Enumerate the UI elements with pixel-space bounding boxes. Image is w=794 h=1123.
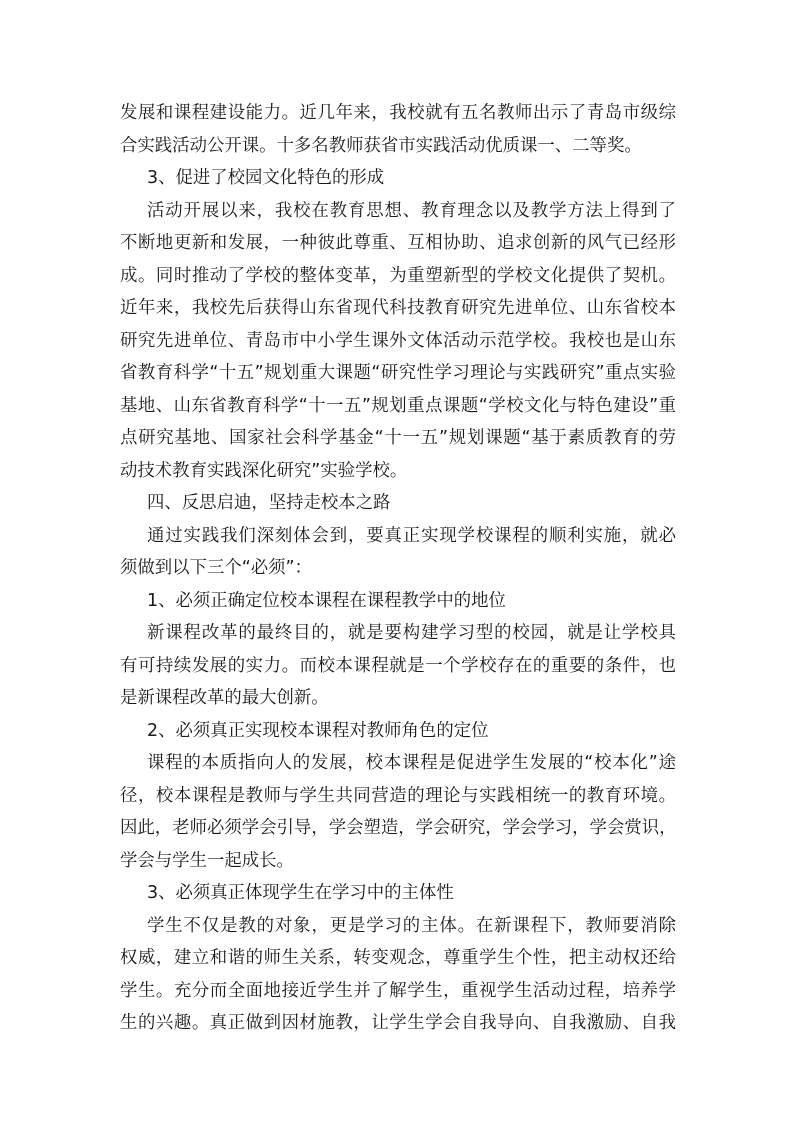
paragraph-line: 动技术教育实践深化研究”实验学校。 — [120, 460, 408, 481]
paragraph-line: 有可持续发展的实力。而校本课程就是一个学校存在的重要的条件，也 — [120, 655, 676, 676]
paragraph-first-line: 课程的本质指向人的发展，校本课程是促进学生发展的“校本化”途 — [147, 753, 676, 773]
paragraph-line: 学生。充分而全面地接近学生并了解学生，重视学生活动过程，培养学 — [120, 980, 676, 1001]
paragraph-first-line: 活动开展以来，我校在教育思想、教育理念以及教学方法上得到了 — [147, 200, 676, 221]
paragraph-first-line: 3、必须真正体现学生在学习中的主体性 — [147, 883, 454, 903]
paragraph-line: 合实践活动公开课。十多名教师获省市实践活动优质课一、二等奖。 — [120, 135, 642, 156]
paragraph-line: 近年来，我校先后获得山东省现代科技教育研究先进单位、山东省校本 — [120, 298, 676, 318]
document-body — [120, 97, 676, 1040]
paragraph-line: 基地、山东省教育科学“十一五”规划重点课题“学校文化与特色建设”重 — [120, 395, 676, 416]
paragraph-line: 是新课程改革的最大创新。 — [120, 688, 329, 708]
paragraph-first-line: 3、促进了校园文化特色的形成 — [147, 168, 385, 188]
paragraph-line: 生的兴趣。真正做到因材施教，让学生学会自我导向、自我激励、自我 — [120, 1013, 676, 1033]
paragraph-line: 须做到以下三个“必须”： — [120, 558, 312, 578]
paragraph-line: 成。同时推动了学校的整体变革，为重塑新型的学校文化提供了契机。 — [120, 265, 676, 286]
paragraph-line: 权威，建立和谐的师生关系，转变观念，尊重学生个性，把主动权还给 — [120, 948, 676, 968]
paragraph-first-line: 通过实践我们深刻体会到，要真正实现学校课程的顺利实施，就必 — [147, 525, 676, 546]
paragraph-line: 不断地更新和发展，一种彼此尊重、互相协助、追求创新的风气已经形 — [120, 233, 676, 253]
paragraph-line: 学会与学生一起成长。 — [120, 850, 294, 871]
paragraph-first-line: 2、必须真正实现校本课程对教师角色的定位 — [147, 720, 489, 741]
paragraph-first-line: 新课程改革的最终目的，就是要构建学习型的校园，就是让学校具 — [147, 623, 676, 643]
paragraph-line: 点研究基地、国家社会科学基金“十一五”规划课题“基于素质教育的劳 — [120, 428, 676, 448]
paragraph-line: 发展和课程建设能力。近几年来，我校就有五名教师出示了青岛市级综 — [120, 103, 676, 123]
paragraph-line: 因此，老师必须学会引导，学会塑造，学会研究，学会学习，学会赏识， — [120, 818, 677, 838]
paragraph-first-line: 1、必须正确定位校本课程在课程教学中的地位 — [147, 590, 506, 611]
paragraph-line: 径，校本课程是教师与学生共同营造的理论与实践相统一的教育环境。 — [120, 785, 676, 806]
paragraph-first-line: 四、反思启迪，坚持走校本之路 — [147, 493, 391, 513]
paragraph-first-line: 学生不仅是教的对象，更是学习的主体。在新课程下，教师要消除 — [147, 915, 676, 936]
paragraph-line: 研究先进单位、青岛市中小学生课外文体活动示范学校。我校也是山东 — [120, 330, 676, 351]
paragraph-line: 省教育科学“十五”规划重大课题“研究性学习理论与实践研究”重点实验 — [120, 363, 676, 383]
